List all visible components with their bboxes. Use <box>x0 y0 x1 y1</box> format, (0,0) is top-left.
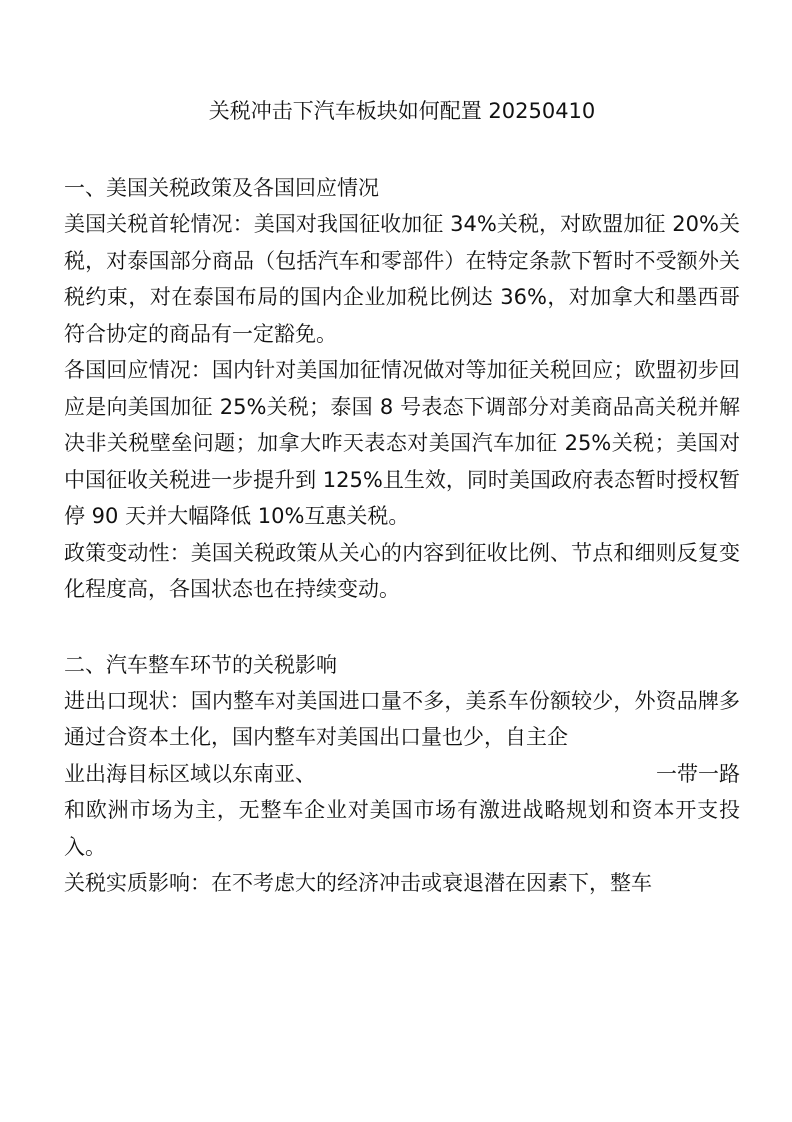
section-2-heading: 二、汽车整车环节的关税影响 <box>64 652 337 677</box>
section-1-paragraph-1: 美国关税首轮情况：美国对我国征收加征 34%关税，对欧盟加征 20%关税，对泰国部分商品（包括汽车和零部件）在特定条款下暂时不受额外关税约束，对在泰国布局的国内企业加税比例达 36%，对加拿大和墨西哥符合协定的商品有一定豁免。 <box>64 212 740 346</box>
document-page <box>64 96 740 902</box>
section-2-paragraph-1-continued: 和欧洲市场为主，无整车企业对美国市场有激进战略规划和资本开支投入。 <box>64 798 740 859</box>
section-1-heading: 一、美国关税政策及各国回应情况 <box>64 176 379 200</box>
section-1-paragraph-3: 政策变动性：美国关税政策从关心的内容到征收比例、节点和细则反复变化程度高，各国状态也在持续变动。 <box>64 540 740 601</box>
section-2 <box>64 647 740 902</box>
section-1-paragraph-2: 各国回应情况：国内针对美国加征情况做对等加征关税回应；欧盟初步回应是向美国加征 25%关税；泰国 8 号表态下调部分对美商品高关税并解决非关税壁垒问题；加拿大昨天表态对美国汽车加征 25%关税；美国对中国征收关税进一步提升到 125%且生效，同时美国政府表态暂时授权暂停 90 天并大幅降低 10%互惠关税。 <box>64 358 740 528</box>
document-title: 关税冲击下汽车板块如何配置 20250410 <box>208 99 596 123</box>
split-line-left: 业出海目标区域以东南亚、 <box>64 761 316 786</box>
split-line-right: 一带一路 <box>656 761 740 786</box>
section-2-paragraph-2: 关税实质影响：在不考虑大的经济冲击或衰退潜在因素下，整车 <box>64 871 652 895</box>
section-2-paragraph-1: 进出口现状：国内整车对美国进口量不多，美系车份额较少，外资品牌多通过合资本土化，国内整车对美国出口量也少，自主企 <box>64 688 740 749</box>
section-1 <box>64 170 740 608</box>
section-2-split-line <box>64 756 740 793</box>
